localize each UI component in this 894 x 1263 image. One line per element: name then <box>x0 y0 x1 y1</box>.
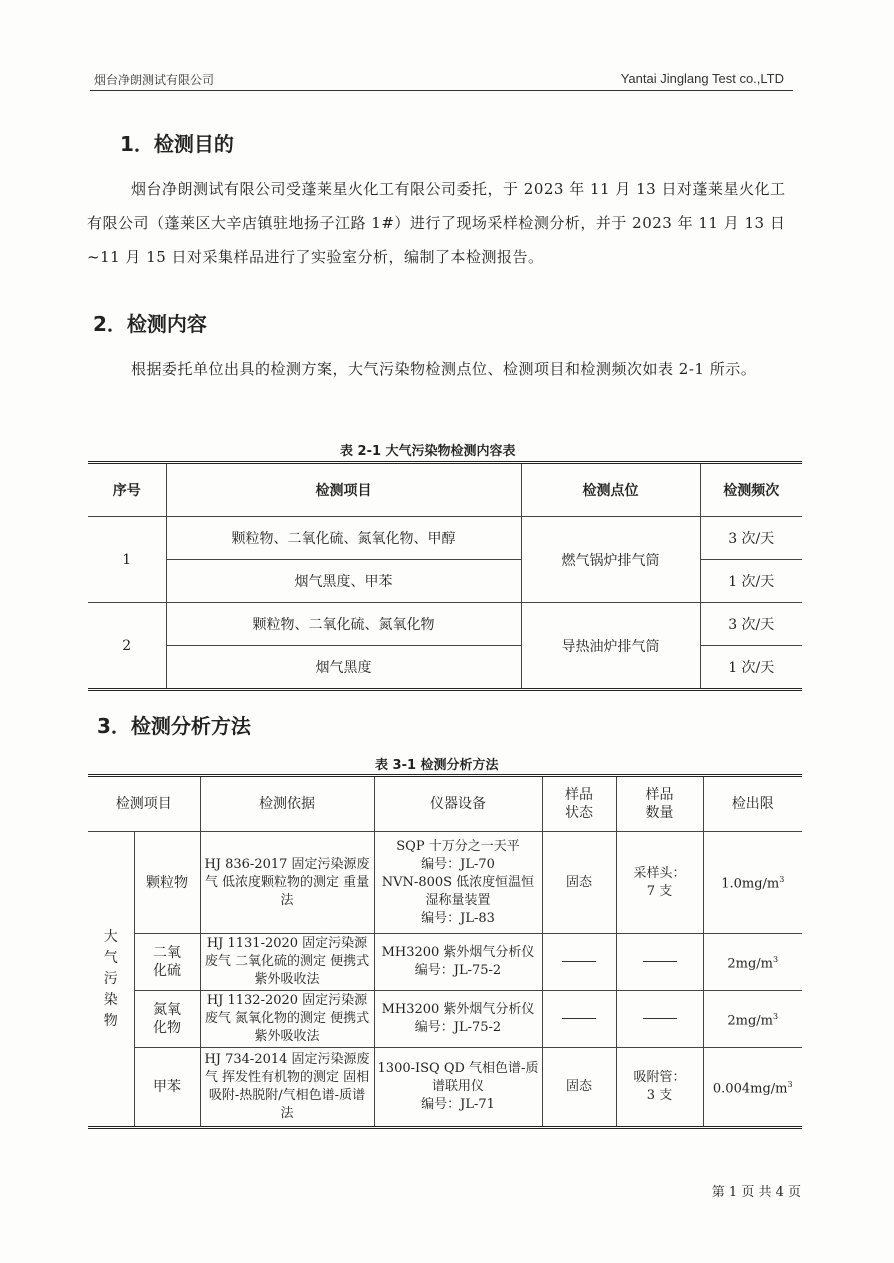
item-cell: 颗粒物 <box>134 832 200 934</box>
section2-title: 2．检测内容 <box>93 312 207 336</box>
basis-cell: HJ 836-2017 固定污染源废气 低浓度颗粒物的测定 重量法 <box>200 832 374 934</box>
dash-mark <box>643 961 677 962</box>
group-no: 2 <box>88 603 166 690</box>
limit-value: 1.0mg/m <box>721 876 780 892</box>
table21-caption: 表 2-1 大气污染物检测内容表 <box>340 444 516 459</box>
items-cell: 颗粒物、二氧化硫、氮氧化物、甲醇 <box>166 517 521 560</box>
table21-header-location: 检测点位 <box>521 463 700 517</box>
dash-mark <box>643 1018 677 1019</box>
table31-header-row <box>88 776 802 832</box>
limit-cell <box>703 934 802 991</box>
table-2-1 <box>88 461 802 691</box>
table-row <box>88 517 802 560</box>
limit-value: 2mg/m <box>727 956 774 972</box>
location-cell: 燃气锅炉排气筒 <box>521 517 700 603</box>
quantity-cell: 采样头： 7 支 <box>616 832 703 934</box>
section3-title: 3．检测分析方法 <box>97 714 251 738</box>
item-cell: 氮氧 化物 <box>134 991 200 1048</box>
equipment-cell: MH3200 紫外烟气分析仪 编号：JL-75-2 <box>374 991 542 1048</box>
table31-header-quantity: 样品 数量 <box>616 776 703 832</box>
table21-header-items: 检测项目 <box>166 463 521 517</box>
quantity-cell: 吸附管： 3 支 <box>616 1048 703 1128</box>
equipment-cell: 1300-ISQ QD 气相色谱-质谱联用仪 编号：JL-71 <box>374 1048 542 1128</box>
table-row <box>88 832 802 934</box>
location-cell: 导热油炉排气筒 <box>521 603 700 690</box>
section1-paragraph: 烟台净朗测试有限公司受蓬莱星火化工有限公司委托，于 2023 年 11 月 13 日对蓬莱星火化工有限公司（蓬莱区大辛店镇驻地扬子江路 1#）进行了现场采样检测分析，并于 2023 年 11 月 13 日~11 月 15 日对采集样品进行了实验室分析，编制了本检测报告。 <box>87 180 786 266</box>
limit-exponent: 3 <box>773 954 779 964</box>
item-cell: 二氧 化硫 <box>134 934 200 991</box>
basis-cell: HJ 734-2014 固定污染源废气 挥发性有机物的测定 固相吸附-热脱附/气相色谱-质谱法 <box>200 1048 374 1128</box>
basis-cell: HJ 1131-2020 固定污染源废气 二氧化硫的测定 便携式紫外吸收法 <box>200 934 374 991</box>
item-cell: 甲苯 <box>134 1048 200 1128</box>
dash-mark <box>562 1018 596 1019</box>
limit-exponent: 3 <box>787 1079 793 1089</box>
basis-cell: HJ 1132-2020 固定污染源废气 氮氧化物的测定 便携式紫外吸收法 <box>200 991 374 1048</box>
table-row <box>88 991 802 1048</box>
limit-cell <box>703 832 802 934</box>
table-row <box>88 934 802 991</box>
table-row <box>88 603 802 646</box>
items-cell: 烟气黑度、甲苯 <box>166 560 521 603</box>
equipment-cell: SQP 十万分之一天平 编号：JL-70 NVN-800S 低浓度恒温恒湿称量装置 编号：JL-83 <box>374 832 542 934</box>
limit-cell <box>703 991 802 1048</box>
category-cell: 大 气 污 染 物 <box>88 832 134 1128</box>
state-cell <box>542 934 616 991</box>
limit-exponent: 3 <box>779 875 785 885</box>
items-cell: 颗粒物、二氧化硫、氮氧化物 <box>166 603 521 646</box>
header-divider <box>90 90 793 91</box>
frequency-cell: 3 次/天 <box>700 517 802 560</box>
dash-mark <box>562 961 596 962</box>
limit-exponent: 3 <box>773 1011 779 1021</box>
table31-caption: 表 3-1 检测分析方法 <box>375 758 499 773</box>
quantity-cell <box>616 991 703 1048</box>
frequency-cell: 1 次/天 <box>700 646 802 690</box>
section2-paragraph: 根据委托单位出具的检测方案，大气污染物检测点位、检测项目和检测频次如表 2-1 所示。 <box>131 360 757 378</box>
table31-header-equipment: 仪器设备 <box>374 776 542 832</box>
table21-header-row <box>88 463 802 517</box>
page-number: 第 1 页 共 4 页 <box>711 1185 801 1200</box>
equipment-cell: MH3200 紫外烟气分析仪 编号：JL-75-2 <box>374 934 542 991</box>
items-cell: 烟气黑度 <box>166 646 521 690</box>
table31-header-item: 检测项目 <box>88 776 200 832</box>
table-3-1 <box>88 774 802 1129</box>
state-cell <box>542 991 616 1048</box>
table-row <box>88 1048 802 1128</box>
section1-title: 1．检测目的 <box>120 132 234 156</box>
header-company-cn: 烟台净朗测试有限公司 <box>94 73 215 87</box>
limit-cell <box>703 1048 802 1128</box>
limit-value: 0.004mg/m <box>712 1081 788 1097</box>
quantity-cell <box>616 934 703 991</box>
state-cell: 固态 <box>542 1048 616 1128</box>
table31-header-state: 样品 状态 <box>542 776 616 832</box>
table31-header-limit: 检出限 <box>703 776 802 832</box>
frequency-cell: 1 次/天 <box>700 560 802 603</box>
table21-header-frequency: 检测频次 <box>700 463 802 517</box>
limit-value: 2mg/m <box>727 1013 774 1029</box>
header-company-en: Yantai Jinglang Test co.,LTD <box>620 71 784 86</box>
state-cell: 固态 <box>542 832 616 934</box>
table21-header-no: 序号 <box>88 463 166 517</box>
table31-header-basis: 检测依据 <box>200 776 374 832</box>
group-no: 1 <box>88 517 166 603</box>
frequency-cell: 3 次/天 <box>700 603 802 646</box>
